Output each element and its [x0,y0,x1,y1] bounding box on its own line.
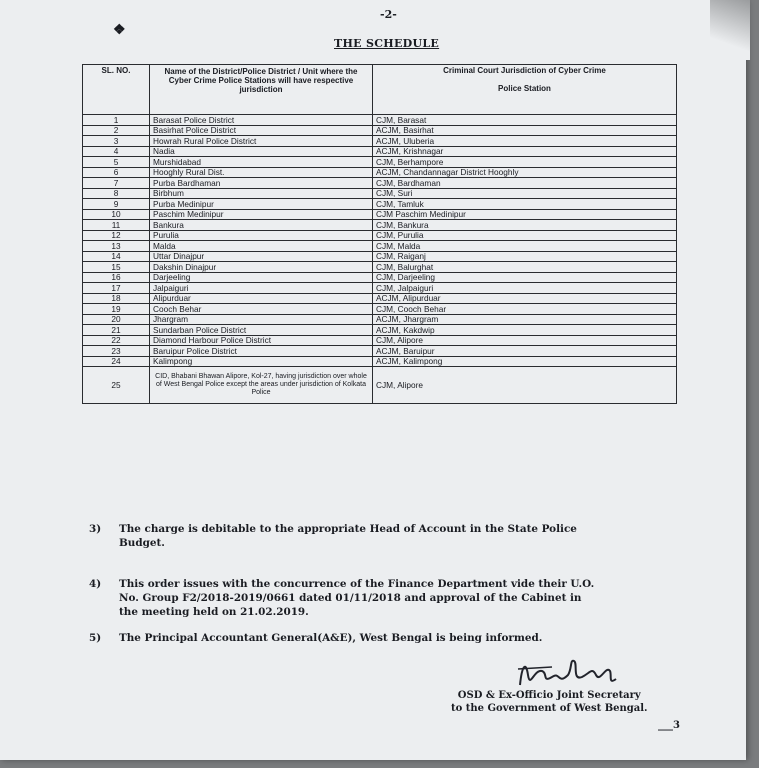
row-district-name: Diamond Harbour Police District [150,335,373,346]
row-court: CJM, Bardhaman [373,178,677,189]
row-sl-number: 1 [83,115,150,126]
row-sl-number: 14 [83,251,150,262]
table-row [83,167,677,178]
paragraph-3-line1: The charge is debitable to the appropriate Head of Account in the State Police [119,523,577,535]
row-court: ACJM, Baruipur [373,346,677,357]
row-district-name: Howrah Rural Police District [150,136,373,147]
schedule-title: THE SCHEDULE [334,37,440,50]
table-row [83,199,677,210]
page-corner-shadow [710,0,750,60]
table-row [83,136,677,147]
table-row [83,209,677,220]
row-district-name: Nadia [150,146,373,157]
row-district-name: Purba Medinipur [150,199,373,210]
row-court: CJM Paschim Medinipur [373,209,677,220]
row-sl-number: 7 [83,178,150,189]
row-district-name: Jalpaiguri [150,283,373,294]
row-sl-number: 13 [83,241,150,252]
row-court: CJM, Barasat [373,115,677,126]
row-sl-number: 2 [83,125,150,136]
row-sl-number: 3 [83,136,150,147]
row-court: CJM, Darjeeling [373,272,677,283]
table-row [83,304,677,315]
row-district-name: Kalimpong [150,356,373,367]
row-district-name: Darjeeling [150,272,373,283]
signature-block [451,689,648,715]
row-court: CJM, Bankura [373,220,677,231]
row-sl-number: 21 [83,325,150,336]
row-district-name: Purulia [150,230,373,241]
row-sl-number: 22 [83,335,150,346]
table-row [83,346,677,357]
row-district-name: Alipurduar [150,293,373,304]
row-sl-number: 17 [83,283,150,294]
row-district-name: Purba Bardhaman [150,178,373,189]
row-court: ACJM, Kalimpong [373,356,677,367]
row-district-name: Sundarban Police District [150,325,373,336]
paragraph-4-line1: This order issues with the concurrence of the Finance Department vide their U.O. [119,578,595,590]
table-row [83,220,677,231]
row-sl-number: 5 [83,157,150,168]
row-sl-number: 8 [83,188,150,199]
row-district-name: Malda [150,241,373,252]
table-row [83,293,677,304]
paragraph-3-line2: Budget. [119,537,165,549]
row-sl-number: 19 [83,304,150,315]
row-court: ACJM, Basirhat [373,125,677,136]
paragraph-3-number: 3) [89,523,102,535]
table-row [83,178,677,189]
row-sl-number: 23 [83,346,150,357]
table-row [83,262,677,273]
row-court: CJM, Tamluk [373,199,677,210]
row-sl-number: 25 [83,367,150,404]
row-court: CJM, Balurghat [373,262,677,273]
row-district-name: Bankura [150,220,373,231]
row-district-name: Hooghly Rural Dist. [150,167,373,178]
row-district-name: Murshidabad [150,157,373,168]
table-row [83,157,677,168]
table-row [83,251,677,262]
header-sl: SL. NO. [83,65,150,115]
row-sl-number: 18 [83,293,150,304]
row-district-name: Jhargram [150,314,373,325]
row-district-name: Basirhat Police District [150,125,373,136]
schedule-table [82,64,677,404]
row-sl-number: 10 [83,209,150,220]
header-court-bottom: Police Station [498,84,551,93]
paragraph-3 [89,522,577,550]
paragraph-4-line3: the meeting held on 21.02.2019. [119,606,309,618]
table-row [83,230,677,241]
bullet-mark: ❖ [113,22,126,38]
signatory-government: to the Government of West Bengal. [451,703,648,714]
row-district-name: Paschim Medinipur [150,209,373,220]
row-sl-number: 12 [83,230,150,241]
next-page-marker: ___3 [658,720,680,731]
paragraph-4-line2: No. Group F2/2018-2019/0661 dated 01/11/2018 and approval of the Cabinet in [119,592,582,604]
table-row [83,188,677,199]
row-district-name: Dakshin Dinajpur [150,262,373,273]
row-sl-number: 24 [83,356,150,367]
row-court: CJM, Alipore [373,367,677,404]
row-sl-number: 20 [83,314,150,325]
row-district-name: CID, Bhabani Bhawan Alipore, Kol-27, having jurisdiction over whole of West Bengal Police except the areas under jurisdiction of Kolkata Police [150,367,373,404]
row-district-name: Barasat Police District [150,115,373,126]
row-court: ACJM, Uluberia [373,136,677,147]
page-number: -2- [380,8,397,21]
header-court [373,65,677,115]
row-court: CJM, Jalpaiguri [373,283,677,294]
row-sl-number: 15 [83,262,150,273]
header-district: Name of the District/Police District / Unit where the Cyber Crime Police Stations will have respective jurisdiction [150,65,373,115]
row-sl-number: 11 [83,220,150,231]
paragraph-5-line1: The Principal Accountant General(A&E), West Bengal is being informed. [119,632,543,644]
row-district-name: Uttar Dinajpur [150,251,373,262]
row-sl-number: 6 [83,167,150,178]
schedule-rows [83,115,677,404]
paragraph-4-number: 4) [89,578,102,590]
table-row [83,115,677,126]
row-court: CJM, Cooch Behar [373,304,677,315]
row-court: ACJM, Alipurduar [373,293,677,304]
table-row [83,356,677,367]
table-row [83,325,677,336]
table-row [83,146,677,157]
table-row [83,272,677,283]
row-sl-number: 4 [83,146,150,157]
row-district-name: Baruipur Police District [150,346,373,357]
signatory-designation: OSD & Ex-Officio Joint Secretary [457,690,641,701]
header-court-top: Criminal Court Jurisdiction of Cyber Crime [443,66,606,75]
paragraph-5-number: 5) [89,632,102,644]
row-district-name: Birbhum [150,188,373,199]
paragraph-5 [89,631,542,645]
row-sl-number: 9 [83,199,150,210]
row-court: CJM, Malda [373,241,677,252]
paragraph-4 [89,577,594,619]
row-sl-number: 16 [83,272,150,283]
table-row [83,241,677,252]
row-court: CJM, Alipore [373,335,677,346]
row-court: CJM, Purulia [373,230,677,241]
row-court: ACJM, Kakdwip [373,325,677,336]
table-row [83,367,677,404]
table-row [83,335,677,346]
row-court: ACJM, Krishnagar [373,146,677,157]
row-court: CJM, Raiganj [373,251,677,262]
table-row [83,314,677,325]
table-row [83,125,677,136]
row-court: CJM, Suri [373,188,677,199]
row-court: CJM, Berhampore [373,157,677,168]
row-court: ACJM, Chandannagar District Hooghly [373,167,677,178]
row-district-name: Cooch Behar [150,304,373,315]
table-row [83,283,677,294]
row-court: ACJM, Jhargram [373,314,677,325]
